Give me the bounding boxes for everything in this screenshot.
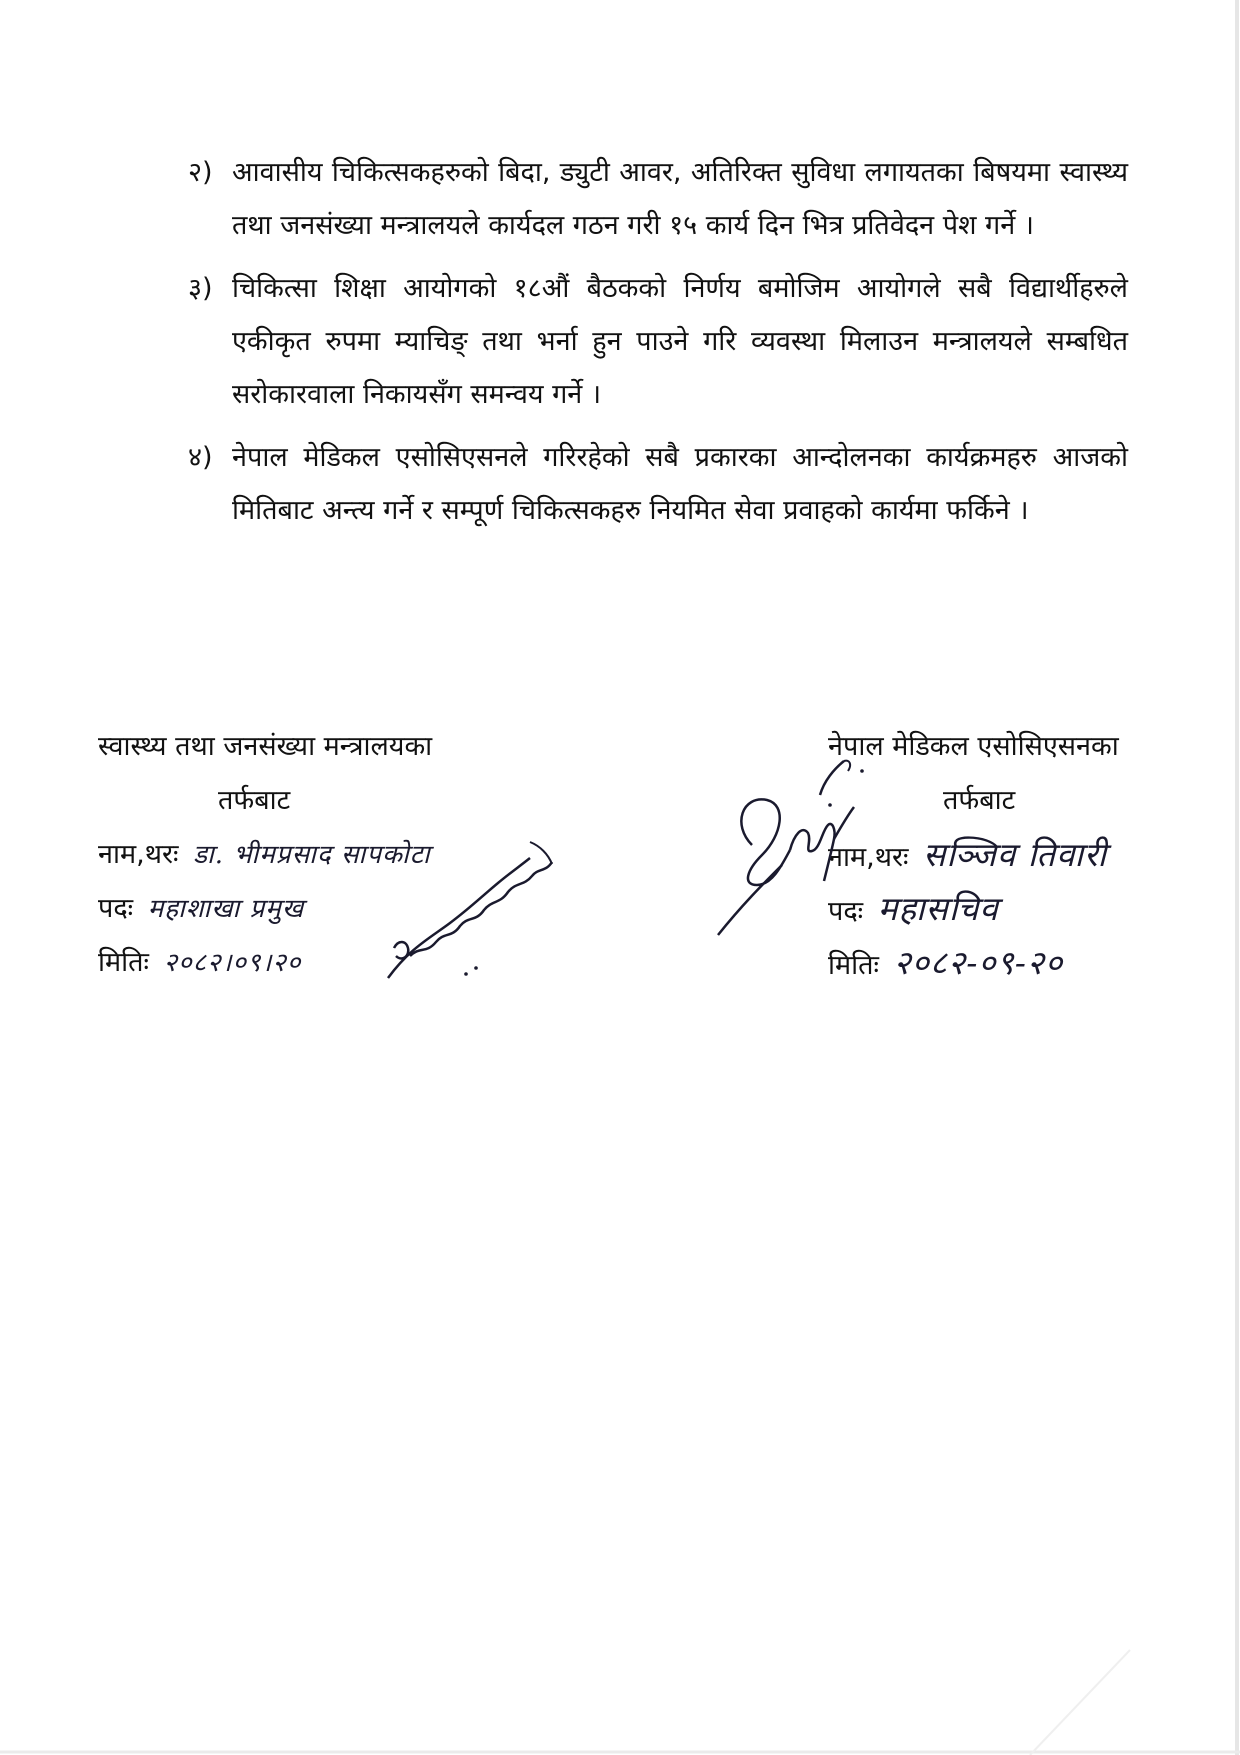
- position-label: पदः: [98, 893, 134, 924]
- item-number: २): [188, 157, 213, 188]
- nma-position-row: [828, 882, 1208, 936]
- name-label: नाम,थरः: [98, 839, 179, 870]
- name-label: नाम,थरः: [828, 842, 909, 873]
- ministry-position-value: महाशाखा प्रमुख: [147, 894, 305, 924]
- item-number: ३): [188, 273, 213, 304]
- nma-signature-block: [828, 720, 1208, 990]
- nma-name-value: सञ्जिव तिवारी: [923, 835, 1108, 874]
- agreement-list: [188, 146, 1128, 547]
- nma-date-row: [828, 936, 1208, 990]
- ministry-organization: स्वास्थ्य तथा जनसंख्या मन्त्रालयका: [98, 731, 433, 762]
- agreement-item-4: [188, 431, 1128, 537]
- item-text: चिकित्सा शिक्षा आयोगको १८औं बैठकको निर्णय बमोजिम आयोगले सबै विद्यार्थीहरुले एकीकृत रुपमा म्याचिङ् तथा भर्ना हुन पाउने गरि व्यवस्था मिलाउन मन्त्रालयले सम्बधित सरोकारवाला निकायसँग समन्वय गर्ने ।: [232, 273, 1128, 410]
- nma-on-behalf: तर्फबाट: [943, 785, 1016, 816]
- nma-date-value: २०८२-०९-२०: [893, 943, 1064, 982]
- agreement-item-3: [188, 262, 1128, 421]
- agreement-item-2: [188, 146, 1128, 252]
- ministry-name-value: डा. भीमप्रसाद सापकोटा: [193, 840, 431, 870]
- ministry-position-row: [98, 882, 618, 936]
- nma-name-row: [828, 828, 1208, 882]
- ministry-date-row: [98, 936, 618, 990]
- item-text: नेपाल मेडिकल एसोसिएसनले गरिरहेको सबै प्रकारका आन्दोलनका कार्यक्रमहरु आजको मितिबाट अन्त्य गर्ने र सम्पूर्ण चिकित्सकहरु नियमित सेवा प्रवाहको कार्यमा फर्किने ।: [232, 442, 1128, 526]
- ministry-signature-block: [98, 720, 618, 990]
- ministry-date-value: २०८२।०९।२०: [163, 948, 302, 978]
- ministry-name-row: [98, 828, 618, 882]
- ministry-on-behalf: तर्फबाट: [218, 785, 291, 816]
- date-label: मितिः: [98, 947, 149, 978]
- date-label: मितिः: [828, 950, 879, 981]
- nma-organization: नेपाल मेडिकल एसोसिएसनका: [828, 731, 1119, 762]
- item-number: ४): [188, 442, 213, 473]
- position-label: पदः: [828, 896, 864, 927]
- nma-position-value: महासचिव: [877, 889, 999, 928]
- item-text: आवासीय चिकित्सकहरुको बिदा, ड्युटी आवर, अतिरिक्त सुविधा लगायतका बिषयमा स्वास्थ्य तथा जनसंख्या मन्त्रालयले कार्यदल गठन गरी १५ कार्य दिन भित्र प्रतिवेदन पेश गर्ने ।: [232, 157, 1128, 241]
